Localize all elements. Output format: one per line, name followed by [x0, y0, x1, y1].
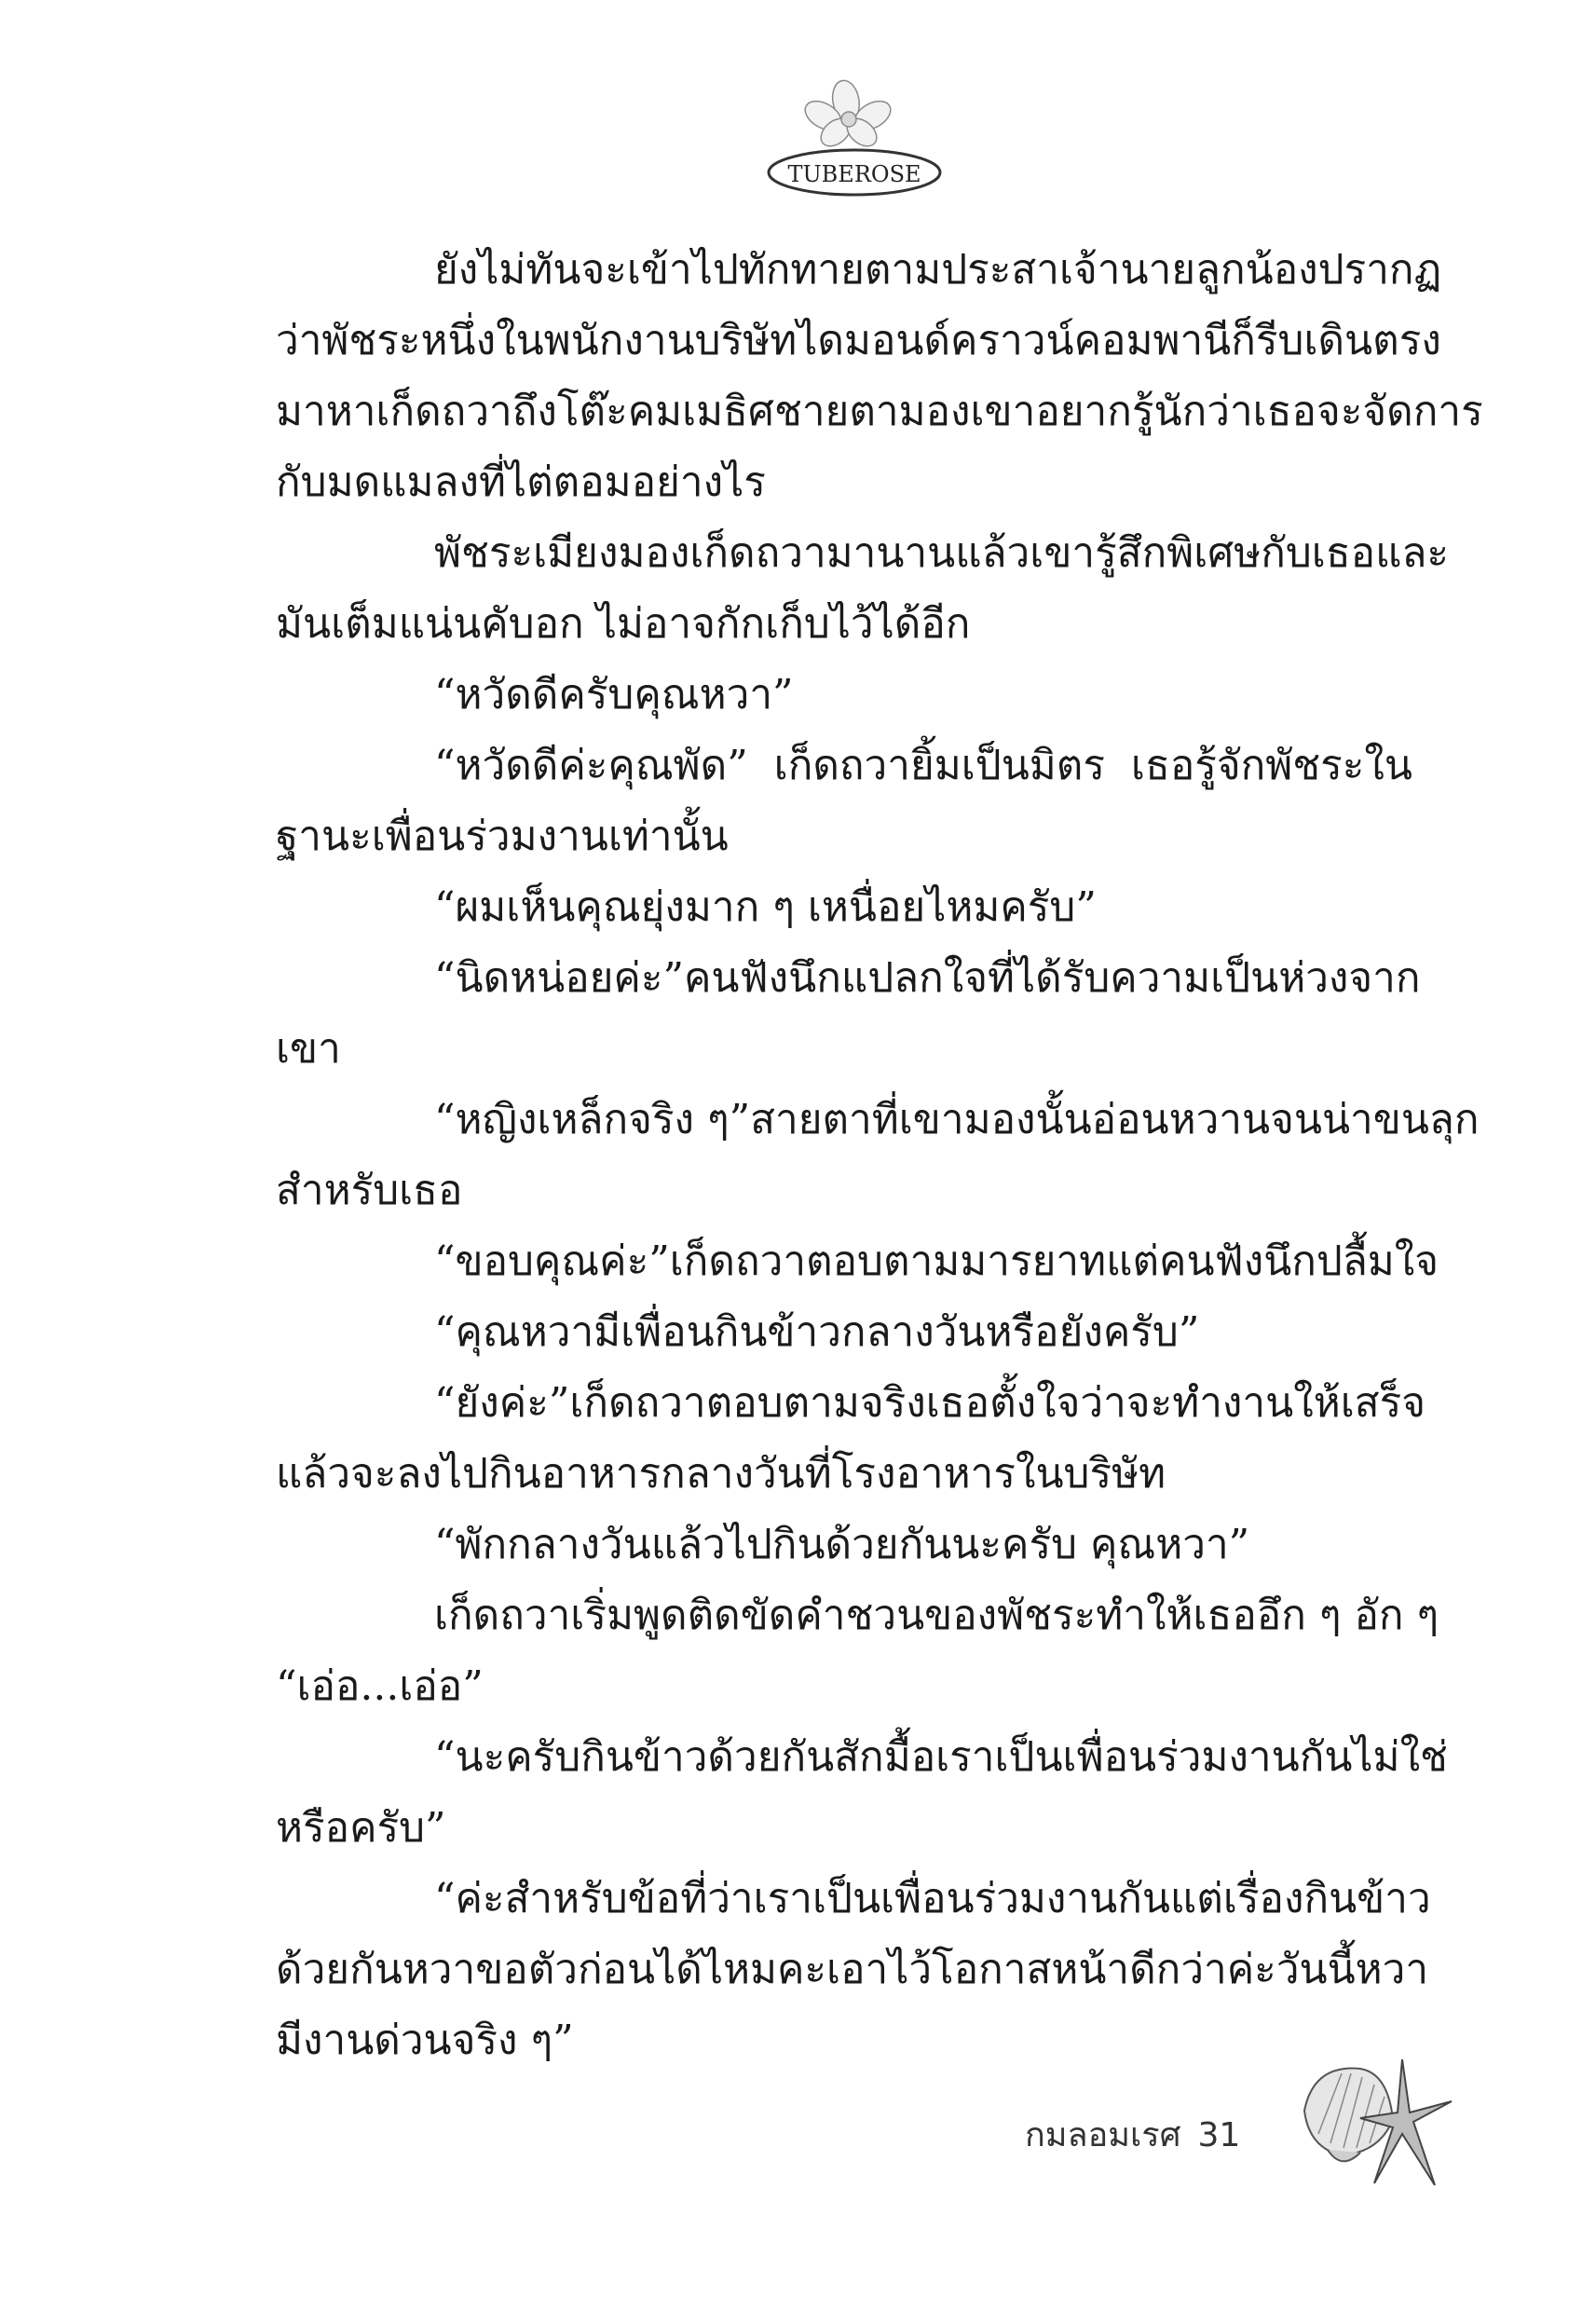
- text-segment: “หวัดดีครับคุณหวา”: [434, 671, 794, 718]
- text-segment: พัชระเมียงมองเก็ดถวามานานแล้ว: [434, 529, 1030, 577]
- text-segment: สำหรับข้อที่ว่าเราเป็นเพื่อนร่วมงานกัน: [504, 1875, 1170, 1922]
- text-segment: “ขอบคุณค่ะ”: [434, 1238, 670, 1285]
- text-line: [276, 943, 1421, 1014]
- text-segment: คนฟังนึกแปลกใจที่ได้รับความเป็นห่วงจาก: [684, 954, 1421, 1002]
- text-segment: “ค่ะ: [434, 1875, 505, 1922]
- text-segment: กับมดแมลงที่ไต่ตอมอย่างไร: [276, 458, 766, 506]
- text-line: [276, 1085, 1480, 1156]
- text-segment: เอาไว้โอกาสหน้าดีกว่าค่ะ: [826, 1946, 1276, 1993]
- text-segment: “หญิงเหล็กจริง ๆ”: [434, 1096, 751, 1143]
- text-line: [276, 1439, 1412, 1510]
- text-line: [276, 1580, 1439, 1651]
- text-line: [276, 872, 1412, 943]
- text-segment: หรือครับ”: [276, 1804, 446, 1852]
- text-line: [276, 1510, 1412, 1580]
- text-line: [276, 1297, 1412, 1368]
- text-segment: คมเมธิศชายตามอง: [627, 388, 971, 435]
- text-segment: ไม่อาจกักเก็บไว้ได้อีก: [595, 600, 971, 648]
- story-text: [276, 235, 1483, 2076]
- text-segment: กินข้าวด้วยกันสักมื้อ: [580, 1733, 936, 1781]
- seashell-starfish-icon: [1286, 2045, 1453, 2199]
- page-number: 31: [1197, 2116, 1241, 2154]
- text-segment: สายตาที่เขามองนั้นอ่อนหวานจนน่าขนลุก: [750, 1096, 1480, 1143]
- text-segment: เขารู้สึกพิเศษกับเธอ: [1030, 529, 1376, 577]
- author-name: กมลอมเรศ: [1025, 2116, 1181, 2154]
- logo-text: TUBEROSE: [787, 161, 921, 187]
- text-segment: คำชวนของพัชระทำให้เธออึก ๆ อัก ๆ: [795, 1592, 1439, 1639]
- text-line: [276, 447, 1412, 518]
- text-segment: แล้วจะลงไปกินอาหารกลางวันที่โรงอาหารในบริษัท: [276, 1450, 1166, 1497]
- text-segment: “นะครับ: [434, 1733, 581, 1781]
- text-segment: วันนี้หวา: [1275, 1946, 1429, 1993]
- text-segment: มันเต็มแน่นคับอก: [276, 600, 584, 648]
- page-footer: [1025, 2108, 1248, 2161]
- text-line: [276, 801, 1412, 872]
- text-line: [276, 2005, 1412, 2076]
- text-line: [276, 376, 1483, 447]
- text-segment: เราเป็นเพื่อนร่วมงานกันไม่ใช่: [935, 1733, 1448, 1781]
- text-line: [276, 235, 1442, 306]
- text-segment: ปรากฏ: [1317, 246, 1442, 294]
- text-segment: และ: [1375, 529, 1450, 577]
- flower-icon: [800, 78, 895, 152]
- text-segment: หนึ่งในพนักงานบริษัทไดมอนด์คราวน์คอมพานีก็รีบเดินตรง: [420, 317, 1441, 364]
- text-line: [276, 589, 1412, 660]
- text-line: [276, 660, 1412, 731]
- text-segment: เขา: [276, 1025, 341, 1073]
- text-segment: “นิดหน่อยค่ะ”: [434, 954, 684, 1002]
- text-line: [276, 731, 1412, 801]
- text-line: [276, 1935, 1429, 2005]
- text-line: [276, 1368, 1425, 1439]
- text-line: [276, 1793, 1412, 1864]
- text-segment: หวาขอตัวก่อนได้ไหมคะ: [402, 1946, 827, 1993]
- text-segment: เขาอยากรู้นักว่าเธอจะจัดการ: [970, 388, 1483, 435]
- text-segment: แต่เรื่องกินข้าว: [1169, 1875, 1431, 1922]
- text-segment: เก็ดถวาตอบตามจริง: [569, 1379, 926, 1427]
- text-segment: “ผมเห็นคุณยุ่งมาก ๆ เหนื่อยไหมครับ”: [434, 883, 1097, 931]
- text-segment: “หวัดดีค่ะคุณพัด”: [434, 742, 748, 789]
- text-segment: “พักกลางวันแล้วไปกินด้วยกันนะครับ คุณหวา”: [434, 1521, 1250, 1568]
- text-segment: “ยังค่ะ”: [434, 1379, 570, 1427]
- text-segment: มีงานด่วนจริง ๆ”: [276, 2017, 574, 2064]
- text-segment: เก็ดถวายิ้มเป็นมิตร: [773, 742, 1106, 789]
- text-segment: ด้วยกัน: [276, 1946, 402, 1993]
- text-line: [276, 1226, 1439, 1297]
- text-segment: ฐานะเพื่อนร่วมงานเท่านั้น: [276, 813, 729, 860]
- text-segment: “เอ่อ...เอ่อ”: [276, 1662, 484, 1710]
- text-line: [276, 1651, 1412, 1722]
- text-line: [276, 1014, 1412, 1085]
- text-line: [276, 1722, 1448, 1793]
- text-segment: ยังไม่ทันจะเข้าไปทักทายตามประสาเจ้านายลูกน้อง: [434, 246, 1318, 294]
- text-line: [276, 306, 1441, 376]
- text-line: [276, 518, 1450, 589]
- text-segment: มาหาเก็ดถวาถึงโต๊ะ: [276, 388, 628, 435]
- text-segment: เธอรู้จักพัชระใน: [1130, 742, 1412, 789]
- text-segment: เก็ดถวาเริ่มพูดติดขัด: [434, 1592, 796, 1639]
- text-segment: เธอตั้งใจว่าจะทำงานให้เสร็จ: [925, 1379, 1425, 1427]
- tuberose-logo: [750, 75, 946, 205]
- text-line: [276, 1156, 1412, 1226]
- text-segment: ว่าพัชระ: [276, 317, 421, 364]
- text-segment: สำหรับเธอ: [276, 1167, 463, 1214]
- text-segment: เก็ดถวาตอบตามมารยาท: [669, 1238, 1107, 1285]
- text-segment: “คุณหวามีเพื่อนกินข้าวกลางวันหรือยังครับ”: [434, 1308, 1200, 1356]
- text-line: [276, 1864, 1431, 1935]
- text-segment: แต่คนฟังนึกปลื้มใจ: [1106, 1238, 1439, 1285]
